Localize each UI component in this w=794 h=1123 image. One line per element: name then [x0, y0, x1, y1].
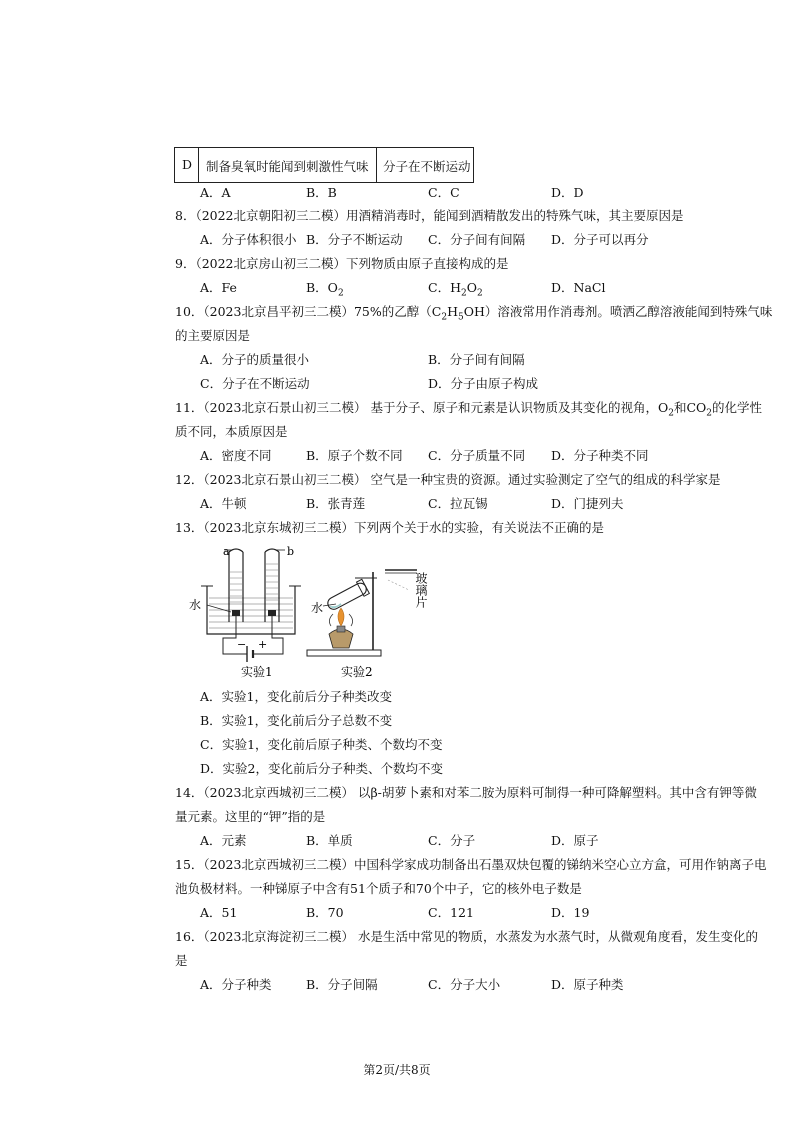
q14-option-a[interactable]: A．元素: [200, 833, 247, 848]
q8-stem: 8．（2022北京朝阳初三二模）用酒精消毒时，能闻到酒精散发出的特殊气味，其主要原因是: [175, 208, 684, 223]
q10-stem: [175, 304, 773, 323]
q15-option-b[interactable]: B．70: [306, 905, 344, 920]
label-a: a: [223, 545, 230, 558]
q16-stem-line2: 是: [175, 953, 188, 968]
table-explanation: 分子在不断运动: [383, 159, 471, 174]
q16-option-a[interactable]: A．分子种类: [200, 977, 272, 992]
q9-option-d[interactable]: D．NaCl: [551, 280, 606, 295]
q13-figure: [185, 542, 445, 684]
q14-option-c[interactable]: C．分子: [428, 833, 476, 848]
q8-option-c[interactable]: C．分子间有间隔: [428, 232, 526, 247]
page-footer: 第2页/共8页: [363, 1063, 431, 1077]
q12-stem: 12．（2023北京石景山初三二模） 空气是一种宝贵的资源。通过实验测定了空气的组成的科学家是: [175, 472, 721, 487]
q10-stem-line2: 的主要原因是: [175, 328, 251, 343]
q10-stem-p3: OH）溶液常用作消毒剂。喷洒乙醇溶液能闻到特殊气味: [463, 304, 773, 319]
label-water-1: 水: [189, 598, 202, 612]
q16-option-d[interactable]: D．原子种类: [551, 977, 624, 992]
caption-experiment-1: 实验1: [241, 665, 273, 679]
q10-stem-p2: H: [447, 304, 458, 319]
q15-stem-line2: 池负极材料。一种锑原子中含有51个质子和70个中子，它的核外电子数是: [175, 881, 582, 896]
q15-option-a[interactable]: A．51: [200, 905, 238, 920]
table-cell-letter: [175, 148, 199, 182]
q10-sub2: 5: [457, 312, 464, 323]
q7-option-d[interactable]: D．D: [551, 185, 584, 200]
q9-c-text: C．H: [428, 280, 461, 295]
q11-option-b[interactable]: B．原子个数不同: [306, 448, 403, 463]
q9-c-mid: O: [466, 280, 477, 295]
q13-option-b[interactable]: B．实验1，变化前后分子总数不变: [200, 713, 393, 728]
q10-option-a[interactable]: A．分子的质量很小: [200, 352, 310, 367]
q11-sub1: 2: [668, 408, 674, 419]
q13-option-c[interactable]: C．实验1，变化前后原子种类、个数均不变: [200, 737, 443, 752]
table-phenomenon: 制备臭氧时能闻到刺激性气味: [206, 159, 369, 174]
q11-stem-p3: 的化学性: [711, 400, 762, 415]
q15-stem: 15．（2023北京西城初三二模）中国科学家成功制备出石墨双炔包覆的锑纳米空心立方盒，可用作钠离子电: [175, 857, 767, 872]
q16-stem: 16．（2023北京海淀初三二模） 水是生活中常见的物质，水蒸发为水蒸气时，从微观角度看，发生变化的: [175, 929, 758, 944]
q16-option-c[interactable]: C．分子大小: [428, 977, 501, 992]
q14-stem-line2: 量元素。这里的“钾”指的是: [175, 809, 326, 824]
q14-option-d[interactable]: D．原子: [551, 833, 599, 848]
q8-option-d[interactable]: D．分子可以再分: [551, 232, 649, 247]
q13-option-a[interactable]: A．实验1，变化前后分子种类改变: [200, 689, 392, 704]
answer-table-row: [174, 147, 474, 183]
q9-b-text: B．O: [306, 280, 338, 295]
q12-option-d[interactable]: D．门捷列夫: [551, 496, 624, 511]
q10-option-b[interactable]: B．分子间有间隔: [428, 352, 525, 367]
q10-option-c[interactable]: C．分子在不断运动: [200, 376, 310, 391]
q7-option-a[interactable]: A．A: [200, 185, 231, 200]
q9-stem: 9．（2022北京房山初三二模）下列物质由原子直接构成的是: [175, 256, 509, 271]
table-letter: D: [182, 157, 193, 172]
label-b: b: [287, 545, 295, 558]
q9-option-b[interactable]: [306, 280, 344, 299]
q9-option-c[interactable]: [428, 280, 483, 299]
q10-option-d[interactable]: D．分子由原子构成: [428, 376, 539, 391]
q7-option-c[interactable]: C．C: [428, 185, 460, 200]
label-water-2: 水: [311, 601, 324, 615]
q8-option-b[interactable]: B．分子不断运动: [306, 232, 403, 247]
q12-option-c[interactable]: C．拉瓦锡: [428, 496, 488, 511]
q11-stem-p1: 11．（2023北京石景山初三二模） 基于分子、原子和元素是认识物质及其变化的视角，O: [175, 400, 669, 415]
q7-option-b[interactable]: B．B: [306, 185, 337, 200]
q9-c-sub1: 2: [460, 288, 467, 299]
q14-stem: 14．（2023北京西城初三二模） 以β-胡萝卜素和对苯二胺为原料可制得一种可降解塑料。其中含有钾等微: [175, 785, 757, 800]
q15-option-d[interactable]: D．19: [551, 905, 590, 920]
q12-option-a[interactable]: A．牛顿: [200, 496, 247, 511]
table-cell-phenomenon: [198, 148, 377, 182]
q11-stem-p2: 和CO: [673, 400, 707, 415]
heating-apparatus: [307, 570, 417, 656]
label-minus: −: [237, 638, 247, 651]
q11-option-a[interactable]: A．密度不同: [200, 448, 272, 463]
q8-option-a[interactable]: A．分子体积很小: [200, 232, 297, 247]
q16-option-b[interactable]: B．分子间隔: [306, 977, 378, 992]
q10-sub1: 2: [441, 312, 448, 323]
q9-option-a[interactable]: A．Fe: [200, 280, 237, 295]
q9-c-sub2: 2: [476, 288, 483, 299]
caption-experiment-2: 实验2: [341, 665, 373, 679]
q11-sub2: 2: [706, 408, 712, 419]
q11-option-c[interactable]: C．分子质量不同: [428, 448, 526, 463]
q11-stem: [175, 400, 762, 419]
q9-b-sub: 2: [337, 288, 344, 299]
q14-option-b[interactable]: B．单质: [306, 833, 353, 848]
q15-option-c[interactable]: C．121: [428, 905, 474, 920]
q11-stem-line2: 质不同，本质原因是: [175, 424, 288, 439]
q13-option-d[interactable]: D．实验2，变化前后分子种类、个数均不变: [200, 761, 443, 776]
q13-stem: 13．（2023北京东城初三二模）下列两个关于水的实验，有关说法不正确的是: [175, 520, 604, 535]
q11-option-d[interactable]: D．分子种类不同: [551, 448, 649, 463]
q12-option-b[interactable]: B．张青莲: [306, 496, 366, 511]
q10-stem-p1: 10．（2023北京昌平初三二模）75%的乙醇（C: [175, 304, 442, 319]
label-glass-slide: 玻璃片: [414, 572, 428, 608]
label-plus: +: [258, 638, 268, 651]
electrolysis-apparatus: [201, 549, 301, 662]
